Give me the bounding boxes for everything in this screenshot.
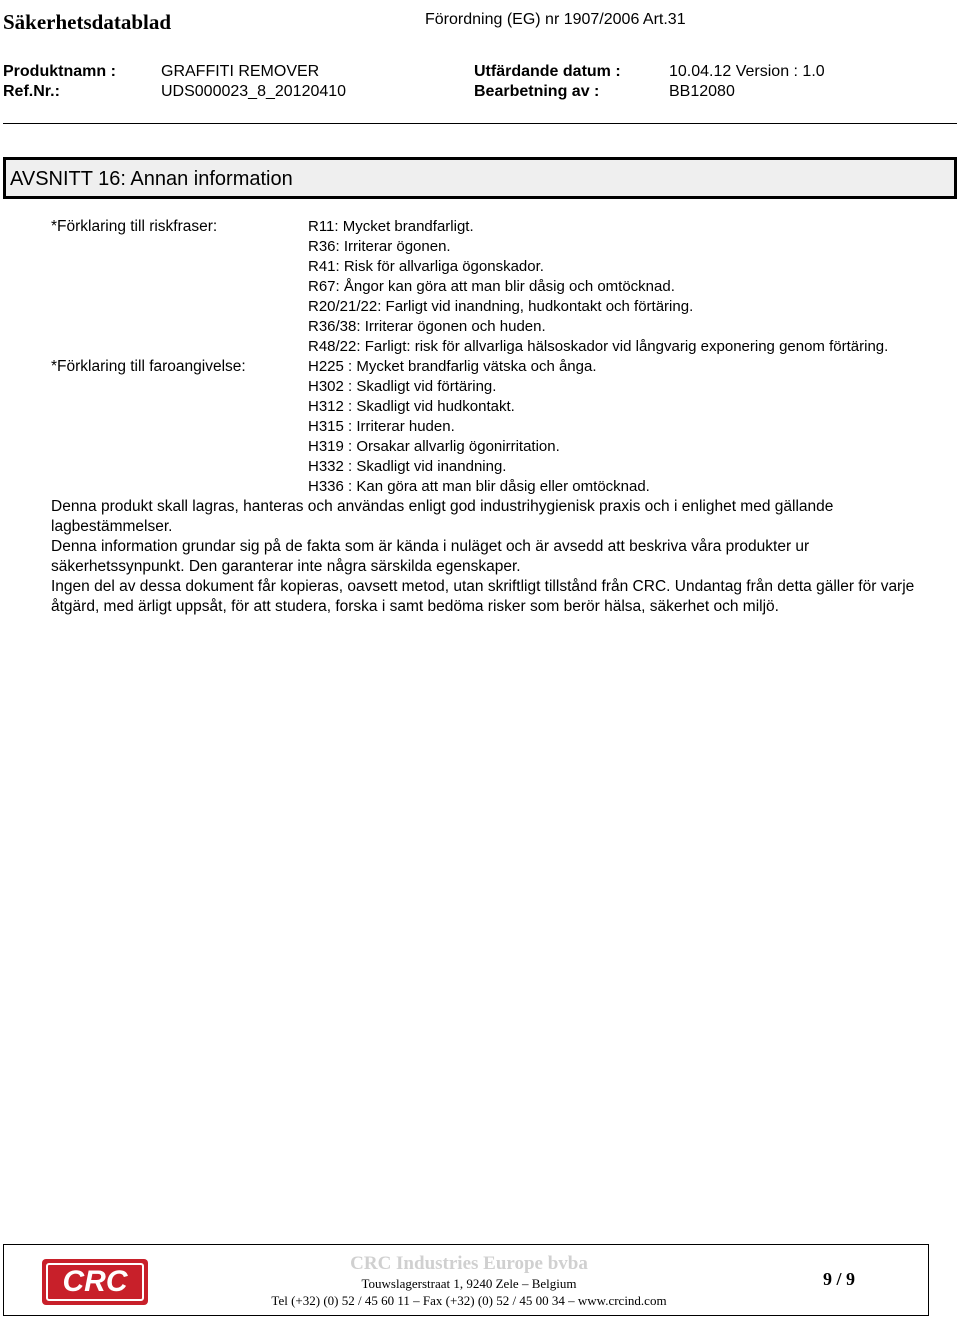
r-phrase-item: R48/22: Farligt: risk för allvarliga hälsoskador vid långvarig exponering genom förtäring. — [308, 338, 889, 355]
issue-date-label: Utfärdande datum : — [474, 63, 621, 80]
h-phrase-item: H336 : Kan göra att man blir dåsig eller omtöcknad. — [308, 478, 650, 495]
section-title: AVSNITT 16: Annan information — [10, 168, 293, 190]
company-name: CRC Industries Europe bvba — [350, 1253, 588, 1274]
product-value: GRAFFITI REMOVER — [161, 63, 320, 80]
r-phrase-item: R67: Ångor kan göra att man blir dåsig och omtöcknad. — [308, 278, 675, 295]
issue-date-value: 10.04.12 Version : 1.0 — [669, 63, 825, 80]
company-address: Touwslagerstraat 1, 9240 Zele – Belgium — [361, 1276, 577, 1291]
revision-value: BB12080 — [669, 83, 735, 100]
product-row — [3, 63, 957, 83]
crc-logo — [42, 1259, 148, 1305]
h-phrase-item: H302 : Skadligt vid förtäring. — [308, 378, 497, 395]
revision-label: Bearbetning av : — [474, 83, 600, 100]
h-phrases-label: *Förklaring till faroangivelse: — [51, 358, 246, 375]
r-phrase-item: R20/21/22: Farligt vid inandning, hudkontakt och förtäring. — [308, 298, 694, 315]
r-phrase-item: R11: Mycket brandfarligt. — [308, 218, 474, 235]
company-contact: Tel (+32) (0) 52 / 45 60 11 – Fax (+32) (0) 52 / 45 00 34 – www.crcind.com — [271, 1293, 667, 1308]
reference-row — [3, 83, 957, 103]
r-phrase-item: R41: Risk för allvarliga ögonskador. — [308, 258, 544, 275]
h-phrase-item: H312 : Skadligt vid hudkontakt. — [308, 398, 515, 415]
section-content — [51, 217, 921, 617]
h-phrase-item: H319 : Orsakar allvarlig ögonirritation. — [308, 438, 560, 455]
h-phrases-list — [308, 357, 921, 497]
page-number: 9 / 9 — [822, 1269, 855, 1289]
r-phrases-block — [51, 217, 921, 357]
regulation-reference: Förordning (EG) nr 1907/2006 Art.31 — [425, 11, 686, 28]
section-heading — [3, 157, 957, 199]
storage-paragraph: Denna produkt skall lagras, hanteras och användas enligt god industrihygienisk praxis och i enlighet med gällande lagbestämmelser. — [51, 498, 834, 535]
document-title: Säkerhetsdatablad — [3, 10, 172, 34]
h-phrase-item: H332 : Skadligt vid inandning. — [308, 458, 507, 475]
product-label: Produktnamn : — [3, 63, 116, 80]
copyright-paragraph: Ingen del av dessa dokument får kopieras, oavsett metod, utan skriftligt tillstånd från CRC. Undantag från detta gäller för varje åtgärd, med ärligt uppsåt, för att studera, forska i samt bedöma risker som berör hälsa, säkerhet och miljö. — [51, 578, 915, 615]
r-phrases-list — [308, 217, 921, 357]
r-phrase-item: R36: Irriterar ögonen. — [308, 238, 451, 255]
h-phrase-item: H225 : Mycket brandfarlig vätska och ånga. — [308, 358, 597, 375]
crc-logo-text: CRC — [46, 1263, 144, 1301]
ref-value: UDS000023_8_20120410 — [161, 83, 347, 100]
h-phrase-item: H315 : Irriterar huden. — [308, 418, 455, 435]
page-footer — [3, 1244, 929, 1316]
header-divider — [3, 123, 957, 124]
r-phrase-item: R36/38: Irriterar ögonen och huden. — [308, 318, 546, 335]
r-phrases-label: *Förklaring till riskfraser: — [51, 218, 218, 235]
information-paragraph: Denna information grundar sig på de fakta som är kända i nuläget och är avsedd att beskriva våra produkter ur säkerhetssynpunkt. Den garanterar inte några särskilda egenskaper. — [51, 538, 810, 575]
ref-label: Ref.Nr.: — [3, 83, 60, 100]
h-phrases-block — [51, 357, 921, 497]
